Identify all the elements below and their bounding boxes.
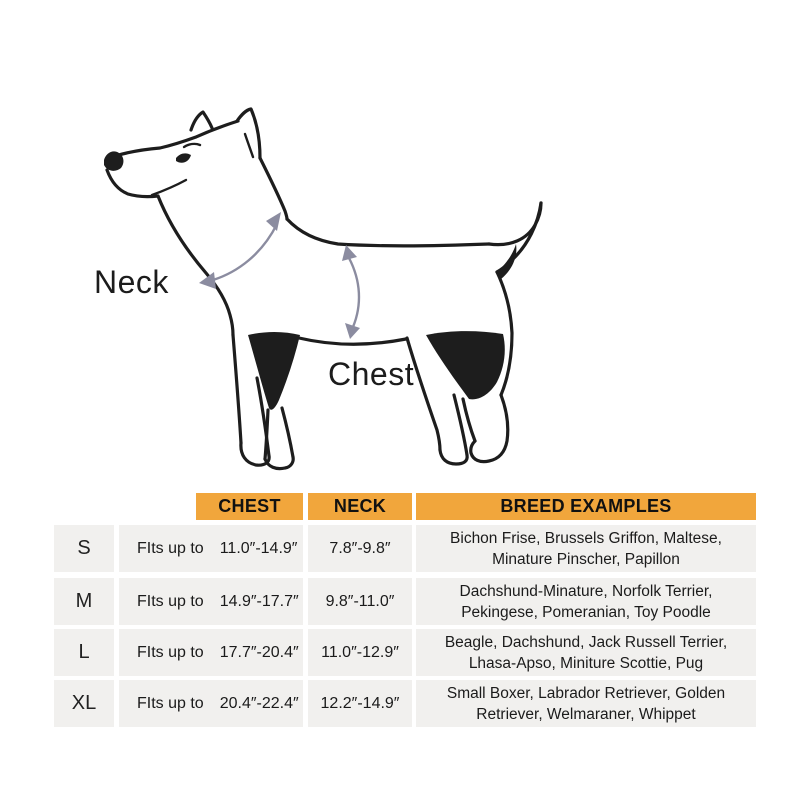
breed-line-2: Lhasa-Apso, Miniture Scottie, Pug	[468, 654, 704, 672]
neck-column-header: NECK	[308, 493, 412, 520]
neck-label: Neck	[94, 264, 169, 300]
neck-measure-arrow-icon	[199, 212, 281, 289]
chest-range-value: 11.0″-14.9″	[219, 539, 298, 557]
chest-label: Chest	[328, 356, 415, 392]
chest-range-value: 20.4″-22.4″	[219, 694, 299, 712]
breed-examples-cell	[416, 578, 756, 625]
fits-up-to-label: FIts up to	[137, 694, 204, 712]
chest-range-cell	[119, 629, 303, 676]
size-cell: S	[54, 525, 114, 572]
chest-column-header: CHEST	[196, 493, 303, 520]
neck-range-cell: 7.8″-9.8″	[308, 525, 412, 572]
table-row-m	[54, 578, 756, 625]
breed-examples-cell	[416, 525, 756, 572]
neck-range-cell: 9.8″-11.0″	[308, 578, 412, 625]
chest-range-cell	[119, 525, 303, 572]
neck-range-cell: 12.2″-14.9″	[308, 680, 412, 727]
breed-line-2: Retriever, Welmaraner, Whippet	[476, 705, 696, 723]
breed-line-2: Pekingese, Pomeranian, Toy Poodle	[461, 603, 711, 621]
table-row-s	[54, 525, 756, 572]
size-cell: XL	[54, 680, 114, 727]
chest-range-cell	[119, 680, 303, 727]
dog-outline	[104, 109, 541, 469]
breed-line-1: Dachshund-Minature, Norfolk Terrier,	[459, 582, 713, 600]
table-header-row	[54, 493, 756, 520]
chest-range-value: 14.9″-17.7″	[219, 592, 299, 610]
fits-up-to-label: FIts up to	[137, 643, 204, 661]
fits-up-to-label: FIts up to	[137, 592, 204, 610]
breed-examples-cell	[416, 629, 756, 676]
breed-examples-cell	[416, 680, 756, 727]
chest-measure-arrow-icon	[342, 245, 360, 339]
size-cell: L	[54, 629, 114, 676]
size-table	[54, 493, 756, 731]
table-row-xl	[54, 680, 756, 727]
chest-range-cell	[119, 578, 303, 625]
fits-up-to-label: FIts up to	[137, 539, 204, 557]
size-cell: M	[54, 578, 114, 625]
breed-line-1: Small Boxer, Labrador Retriever, Golden	[446, 684, 726, 702]
breed-line-1: Bichon Frise, Brussels Griffon, Maltese,	[450, 529, 722, 547]
breed-examples-column-header: BREED EXAMPLES	[416, 493, 756, 520]
neck-range-cell: 11.0″-12.9″	[308, 629, 412, 676]
chest-range-value: 17.7″-20.4″	[219, 643, 299, 661]
breed-line-2: Minature Pinscher, Papillon	[492, 550, 680, 568]
breed-line-1: Beagle, Dachshund, Jack Russell Terrier,	[444, 633, 728, 651]
table-row-l	[54, 629, 756, 676]
